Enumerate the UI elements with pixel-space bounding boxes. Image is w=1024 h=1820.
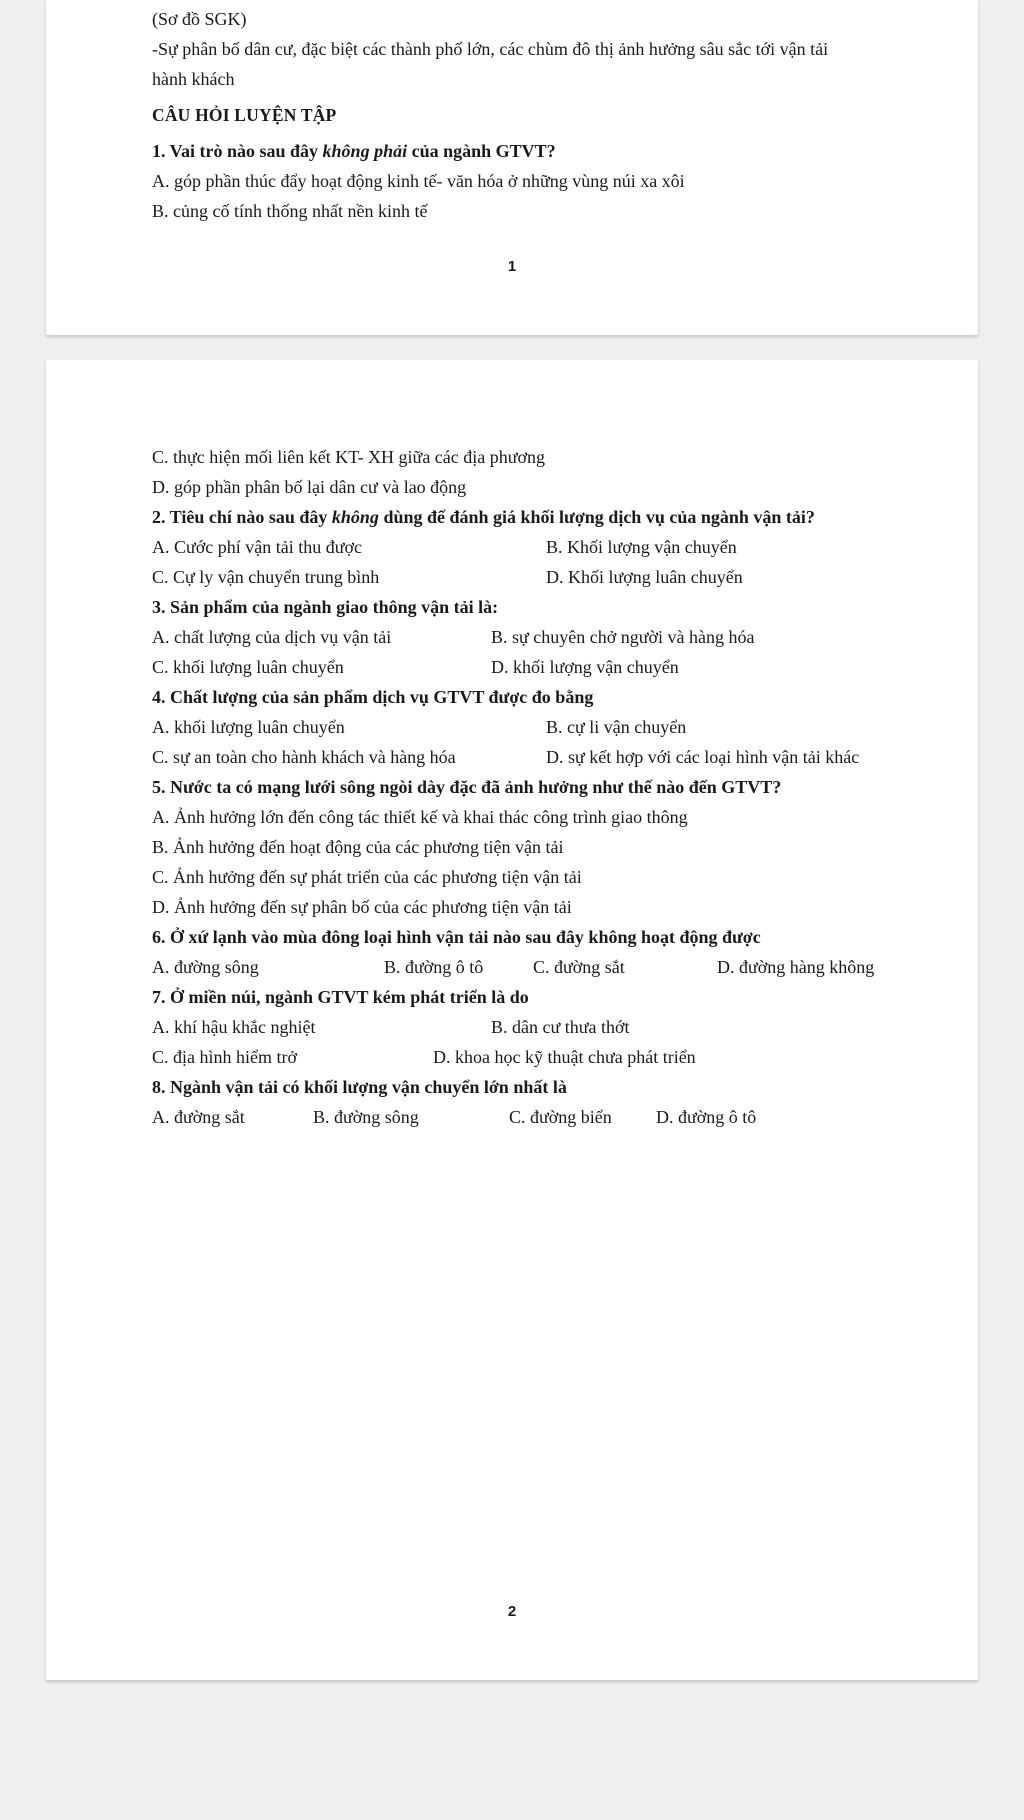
text-line: -Sự phân bố dân cư, đặc biệt các thành phố lớn, các chùm đô thị ảnh hưởng sâu sắc tới vận tải	[152, 39, 829, 59]
question-text: dùng để đánh giá khối lượng dịch vụ của ngành vận tải?	[378, 507, 815, 527]
option-c: C. thực hiện mối liên kết KT- XH giữa các địa phương	[152, 447, 546, 467]
page-2-content	[152, 442, 938, 1132]
option-a: A. Ảnh hưởng lớn đến công tác thiết kế và khai thác công trình giao thông	[152, 807, 688, 827]
option-row	[152, 1042, 938, 1072]
option-row	[152, 652, 938, 682]
option-b: B. sự chuyên chở người và hàng hóa	[491, 627, 755, 647]
option-a: A. góp phần thúc đẩy hoạt động kinh tế- văn hóa ở những vùng núi xa xôi	[152, 171, 685, 191]
option-c: C. địa hình hiểm trở	[152, 1047, 298, 1067]
question-4: 4. Chất lượng của sản phẩm dịch vụ GTVT được đo bằng	[152, 687, 594, 707]
option-b: B. Khối lượng vận chuyển	[546, 537, 737, 557]
option-row	[152, 952, 938, 982]
option-c: C. khối lượng luân chuyển	[152, 657, 344, 677]
option-b: B. đường ô tô	[384, 957, 484, 977]
page-number: 2	[507, 1603, 517, 1620]
option-d: D. góp phần phân bố lại dân cư và lao động	[152, 477, 467, 497]
option-row	[152, 742, 938, 772]
option-b: B. đường sông	[313, 1107, 419, 1127]
option-c: C. Ảnh hưởng đến sự phát triển của các phương tiện vận tải	[152, 867, 582, 887]
option-d: D. Khối lượng luân chuyển	[546, 567, 743, 587]
question-emphasis: không phải	[322, 141, 408, 161]
option-row	[152, 562, 938, 592]
option-a: A. đường sông	[152, 957, 259, 977]
document-page-2	[46, 360, 978, 1680]
option-d: D. Ảnh hưởng đến sự phân bố của các phương tiện vận tải	[152, 897, 572, 917]
section-heading: CÂU HỎI LUYỆN TẬP	[152, 105, 337, 125]
question-6: 6. Ở xứ lạnh vào mùa đông loại hình vận tải nào sau đây không hoạt động được	[152, 927, 761, 947]
option-c: C. đường biển	[509, 1107, 612, 1127]
option-row	[152, 622, 938, 652]
question-3: 3. Sản phẩm của ngành giao thông vận tải là:	[152, 597, 499, 617]
question-text: của ngành GTVT?	[407, 141, 556, 161]
option-b: B. củng cố tính thống nhất nền kinh tế	[152, 201, 428, 221]
option-b: B. dân cư thưa thớt	[491, 1017, 630, 1037]
option-row	[152, 712, 938, 742]
option-a: A. Cước phí vận tải thu được	[152, 537, 363, 557]
question-2	[152, 502, 938, 532]
option-d: D. đường hàng không	[717, 957, 875, 977]
question-5: 5. Nước ta có mạng lưới sông ngòi dày đặc đã ảnh hưởng như thế nào đến GTVT?	[152, 777, 782, 797]
option-d: D. sự kết hợp với các loại hình vận tải khác	[546, 747, 860, 767]
option-c: C. đường sắt	[533, 957, 625, 977]
question-7: 7. Ở miền núi, ngành GTVT kém phát triển là do	[152, 987, 529, 1007]
option-a: A. đường sắt	[152, 1107, 245, 1127]
option-d: D. đường ô tô	[656, 1107, 757, 1127]
question-8: 8. Ngành vận tải có khối lượng vận chuyển lớn nhất là	[152, 1077, 567, 1097]
option-row	[152, 1102, 938, 1132]
question-emphasis: không	[331, 507, 379, 527]
option-d: D. khối lượng vận chuyển	[491, 657, 679, 677]
question-1	[152, 136, 938, 166]
page-1-content	[152, 4, 938, 226]
option-a: A. khối lượng luân chuyển	[152, 717, 345, 737]
option-c: C. sự an toàn cho hành khách và hàng hóa	[152, 747, 456, 767]
question-text: 1. Vai trò nào sau đây	[152, 141, 323, 161]
option-row	[152, 1012, 938, 1042]
text-line: (Sơ đồ SGK)	[152, 9, 247, 29]
question-text: 2. Tiêu chí nào sau đây	[152, 507, 332, 527]
page-number: 1	[507, 258, 517, 275]
text-line: hành khách	[152, 69, 235, 89]
option-b: B. cự li vận chuyển	[546, 717, 687, 737]
option-b: B. Ảnh hưởng đến hoạt động của các phương tiện vận tải	[152, 837, 564, 857]
option-a: A. khí hậu khắc nghiệt	[152, 1017, 316, 1037]
option-d: D. khoa học kỹ thuật chưa phát triển	[433, 1047, 696, 1067]
document-page-1	[46, 0, 978, 335]
option-a: A. chất lượng của dịch vụ vận tải	[152, 627, 392, 647]
option-c: C. Cự ly vận chuyển trung bình	[152, 567, 380, 587]
option-row	[152, 532, 938, 562]
